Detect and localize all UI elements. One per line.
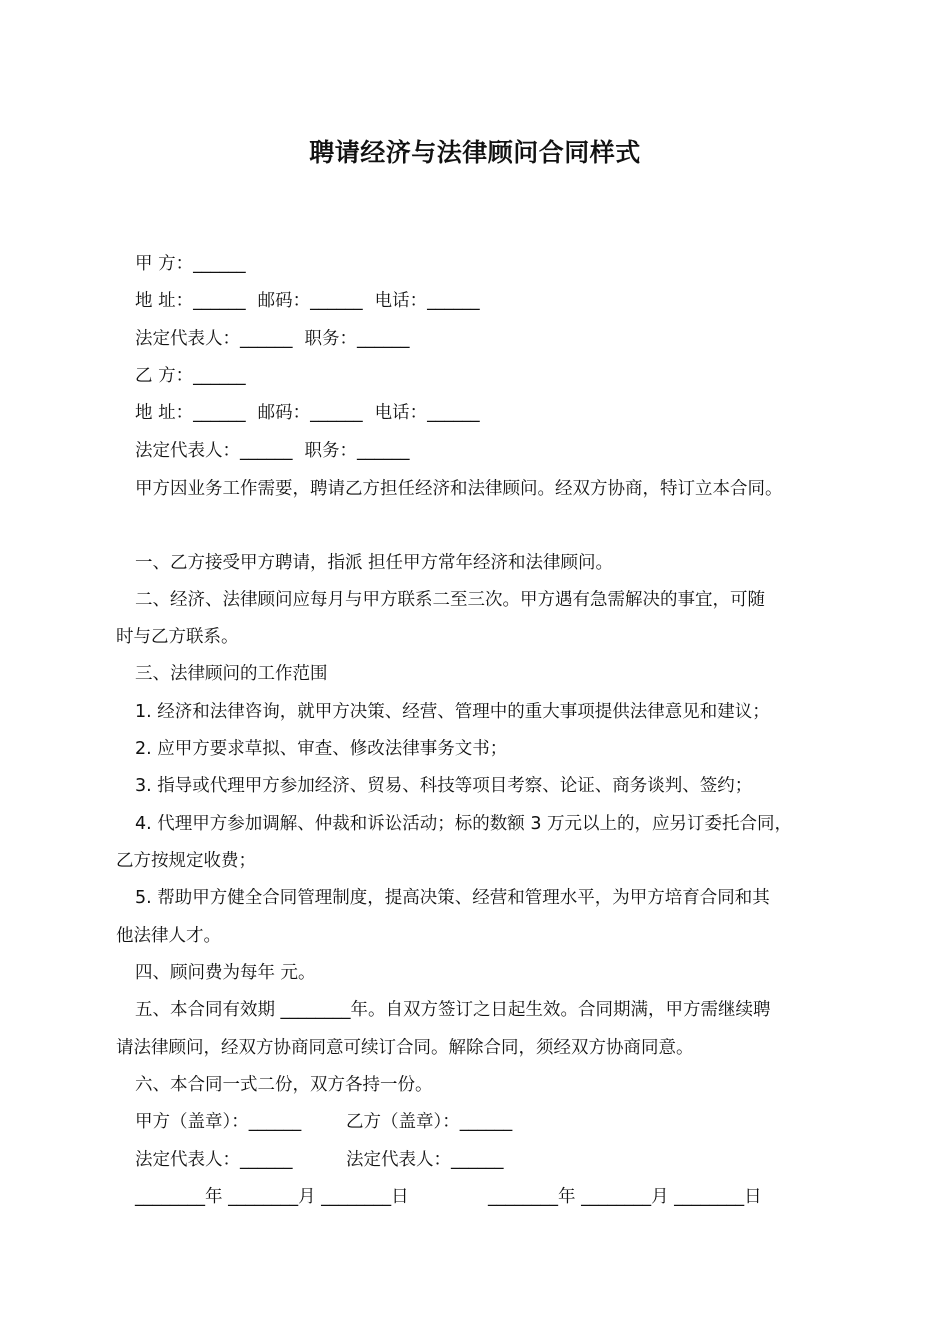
intro-paragraph: 甲方因业务工作需要，聘请乙方担任经济和法律顾问。经双方协商，特订立本合同。 xyxy=(135,479,783,499)
scope-item-5-line-2: 他法律人才。 xyxy=(116,926,221,946)
party-b-contact-line xyxy=(135,401,480,425)
party-a-contact-line xyxy=(135,289,480,313)
party-b-address: 地 址：______ xyxy=(135,403,246,423)
scope-item-2: 2. 应甲方要求草拟、审查、修改法律事务文书； xyxy=(135,739,508,759)
party-b-postcode: 邮码：______ xyxy=(257,403,363,423)
party-b-seal: 乙方（盖章）：______ xyxy=(346,1112,513,1132)
party-a-signature-rep: 法定代表人：______ xyxy=(135,1150,293,1170)
clause-2-line-1: 二、经济、法律顾问应每月与甲方联系二至三次。甲方遇有急需解决的事宜，可随 xyxy=(135,590,765,610)
scope-item-1: 1. 经济和法律咨询，就甲方决策、经营、管理中的重大事项提供法律意见和建议； xyxy=(135,702,770,722)
clause-2-line-2: 时与乙方联系。 xyxy=(116,627,239,647)
party-a-seal: 甲方（盖章）：______ xyxy=(135,1112,302,1132)
party-b-name: 乙 方：______ xyxy=(135,366,246,386)
document-title: 聘请经济与法律顾问合同样式 xyxy=(309,138,641,167)
party-a-date: ________年 ________月 ________日 xyxy=(135,1187,409,1207)
party-a-phone: 电话：______ xyxy=(374,291,480,311)
party-b-rep: 法定代表人：______ xyxy=(135,441,293,461)
scope-item-5-line-1: 5. 帮助甲方健全合同管理制度，提高决策、经营和管理水平，为甲方培育合同和其 xyxy=(135,888,770,908)
party-b-phone: 电话：______ xyxy=(374,403,480,423)
party-a-position: 职务：______ xyxy=(304,329,410,349)
scope-item-3: 3. 指导或代理甲方参加经济、贸易、科技等项目考察、论证、商务谈判、签约； xyxy=(135,776,753,796)
scope-item-4-line-2: 乙方按规定收费； xyxy=(116,851,256,871)
clause-5-line-2: 请法律顾问，经双方协商同意可续订合同。解除合同，须经双方协商同意。 xyxy=(116,1038,694,1058)
party-b-date: ________年 ________月 ________日 xyxy=(488,1187,762,1207)
party-b-position: 职务：______ xyxy=(304,441,410,461)
clause-1: 一、乙方接受甲方聘请，指派 担任甲方常年经济和法律顾问。 xyxy=(135,553,614,573)
clause-3: 三、法律顾问的工作范围 xyxy=(135,664,328,684)
clause-5-line-1: 五、本合同有效期 ________年。自双方签订之日起生效。合同期满，甲方需继续聘 xyxy=(135,1000,771,1020)
clause-6: 六、本合同一式二份，双方各持一份。 xyxy=(135,1075,433,1095)
party-b-signature-rep: 法定代表人：______ xyxy=(346,1150,504,1170)
party-a-postcode: 邮码：______ xyxy=(257,291,363,311)
clause-4: 四、顾问费为每年 元。 xyxy=(135,963,316,983)
party-a-name: 甲 方：______ xyxy=(135,254,246,274)
party-a-rep: 法定代表人：______ xyxy=(135,329,293,349)
party-a-rep-line xyxy=(135,327,410,351)
party-b-rep-line xyxy=(135,439,410,463)
party-a-address: 地 址：______ xyxy=(135,291,246,311)
scope-item-4-line-1: 4. 代理甲方参加调解、仲裁和诉讼活动；标的数额 3 万元以上的，应另订委托合同， xyxy=(135,814,793,834)
